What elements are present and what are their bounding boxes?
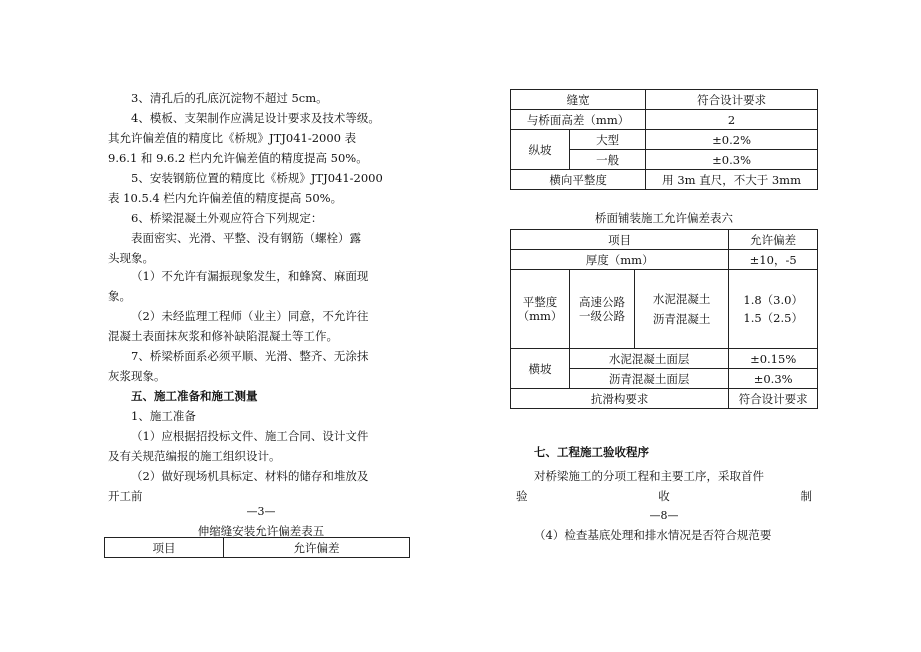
text-line: 9.6.1 和 9.6.2 栏内允许偏差值的精度提高 50%。 — [108, 151, 368, 165]
table-cell: 2 — [646, 110, 818, 130]
text-line: 及有关规范编报的施工组织设计。 — [108, 449, 281, 463]
table-cell-line: 沥青混凝土 — [652, 312, 711, 326]
text-line: 3、清孔后的孔底沉淀物不超过 5cm。 — [131, 91, 328, 105]
table-header: 允许偏差 — [224, 538, 410, 558]
table-cell: ±0.3% — [729, 369, 818, 389]
text-line: （1）应根据招投标文件、施工合同、设计文件 — [131, 429, 369, 443]
text-line-spread — [516, 489, 812, 503]
table-cell: 缝宽 — [511, 90, 646, 110]
text-word: 验 — [516, 489, 528, 503]
text-line: 1、施工准备 — [131, 409, 196, 423]
text-line: 混凝土表面抹灰浆和修补缺陷混凝土等工作。 — [108, 329, 338, 343]
text-line: 对桥梁施工的分项工程和主要工序，采取首件 — [534, 469, 764, 483]
table-five — [104, 537, 410, 558]
text-line: 象。 — [108, 289, 131, 303]
text-line: （2）未经监理工程师（业主）同意，不允许往 — [131, 309, 369, 323]
section-heading: 七、工程施工验收程序 — [534, 445, 649, 459]
text-line: 表 10.5.4 栏内允许偏差值的精度提高 50%。 — [108, 191, 343, 205]
table-cell: 沥青混凝土面层 — [570, 369, 729, 389]
text-line: 灰浆现象。 — [108, 369, 166, 383]
table-header: 允许偏差 — [729, 230, 818, 250]
deck-paving-table — [510, 229, 818, 409]
text-line: （4）检查基底处理和排水情况是否符合规范要 — [534, 528, 772, 542]
table-cell: 符合设计要求 — [646, 90, 818, 110]
table-cell: 一般 — [570, 150, 646, 170]
text-line: 头现象。 — [108, 251, 154, 265]
text-line: 5、安装钢筋位置的精度比《桥规》JTJ041-2000 — [131, 171, 383, 185]
table-cell — [635, 270, 729, 349]
table-cell: 与桥面高差（mm） — [511, 110, 646, 130]
text-line: （1）不允许有漏振现象发生，和蜂窝、麻面现 — [131, 269, 369, 283]
page-number: —3— — [246, 505, 276, 518]
table-cell: 纵坡 — [511, 130, 570, 170]
table-cell: 抗滑构要求 — [511, 389, 729, 409]
table-cell — [729, 270, 818, 349]
table-cell-line: 水泥混凝土 — [652, 292, 711, 306]
table-cell: 符合设计要求 — [729, 389, 818, 409]
section-heading: 五、施工准备和施工测量 — [131, 389, 258, 403]
text-line: 4、模板、支架制作应满足设计要求及技术等级。 — [131, 111, 380, 125]
text-line: 表面密实、光滑、平整、没有钢筋（螺栓）露 — [131, 231, 361, 245]
text-line: 6、桥梁混凝土外观应符合下列规定： — [131, 211, 323, 225]
text-line: （2）做好现场机具标定、材料的储存和堆放及 — [131, 469, 369, 483]
text-line: 其允许偏差值的精度比《桥规》JTJ041-2000 表 — [108, 131, 357, 145]
page-number: —8— — [649, 509, 679, 522]
table-header: 项目 — [511, 230, 729, 250]
table-cell: ±10，-5 — [729, 250, 818, 270]
table-caption: 桥面铺装施工允许偏差表六 — [595, 211, 733, 225]
table-cell: 横向平整度 — [511, 170, 646, 190]
table-caption: 伸缩缝安装允许偏差表五 — [197, 524, 325, 538]
table-cell: 水泥混凝土面层 — [570, 349, 729, 369]
table-cell: ±0.3% — [646, 150, 818, 170]
table-cell: ±0.15% — [729, 349, 818, 369]
table-cell: 用 3m 直尺，不大于 3mm — [646, 170, 818, 190]
table-cell: ±0.2% — [646, 130, 818, 150]
table-cell: 大型 — [570, 130, 646, 150]
text-word: 制 — [800, 489, 812, 503]
table-cell: 厚度（mm） — [511, 250, 729, 270]
table-cell-line: 1.5（2.5） — [743, 311, 803, 325]
table-cell: 高速公路一级公路 — [570, 270, 635, 349]
expansion-joint-table — [510, 89, 818, 190]
table-cell-line: 1.8（3.0） — [743, 293, 803, 307]
table-header: 项目 — [105, 538, 224, 558]
table-cell: 横坡 — [511, 349, 570, 389]
text-line: 7、桥梁桥面系必须平顺、光滑、整齐、无涂抹 — [131, 349, 369, 363]
text-word: 收 — [658, 489, 670, 503]
table-cell: 平整度（mm） — [511, 270, 570, 349]
text-line: 开工前 — [108, 489, 143, 503]
